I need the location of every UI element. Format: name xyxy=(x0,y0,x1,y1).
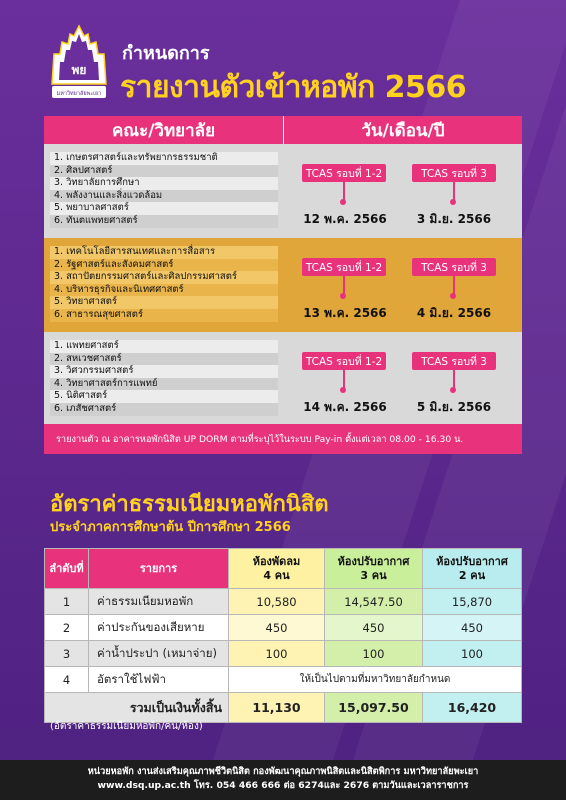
date-b: 5 มิ.ย. 2566 xyxy=(416,400,492,414)
faculty-item: 4. บริหารธุรกิจและนิเทศศาสตร์ xyxy=(50,284,278,297)
row-ac3: 450 xyxy=(325,615,423,641)
faculty-item: 3. วิทยาลัยการศึกษา xyxy=(50,177,278,190)
logo-text: มหาวิทยาลัยพะเยา xyxy=(56,91,102,97)
row-ac2: 100 xyxy=(423,641,522,667)
row-fan: 100 xyxy=(229,641,325,667)
fee-footnote: (อัตราค่าธรรมเนียมหอพัก/คน/ห้อง) xyxy=(50,721,203,732)
faculty-item: 1. เทคโนโลยีสารสนเทศและการสื่อสาร xyxy=(50,246,278,259)
row-no: 4 xyxy=(45,667,89,693)
faculty-item: 2. สหเวชศาสตร์ xyxy=(50,353,278,366)
round-label-b: TCAS รอบที่ 3 xyxy=(412,258,496,276)
round-label-a: TCAS รอบที่ 1-2 xyxy=(302,164,386,182)
schedule-header xyxy=(44,116,522,144)
row-ac2: 450 xyxy=(423,615,522,641)
faculty-item: 5. นิติศาสตร์ xyxy=(50,390,278,403)
faculty-group-1 xyxy=(44,144,522,238)
table-row xyxy=(45,615,522,641)
date-b: 3 มิ.ย. 2566 xyxy=(416,212,492,226)
pin-dot xyxy=(340,387,346,393)
row-item: ค่าประกันของเสียหาย xyxy=(89,615,229,641)
pin-line xyxy=(453,276,455,294)
round-label-a: TCAS รอบที่ 1-2 xyxy=(302,258,386,276)
row-ac3: 100 xyxy=(325,641,423,667)
fee-title: อัตราค่าธรรมเนียมหอพักนิสิต xyxy=(50,492,329,517)
pin-dot xyxy=(450,293,456,299)
date-a: 14 พ.ค. 2566 xyxy=(303,400,387,414)
faculty-group-3 xyxy=(44,332,522,424)
row-no: 3 xyxy=(45,641,89,667)
header-fan-line1: ห้องพัดลม xyxy=(252,554,301,568)
faculty-item: 1. แพทยศาสตร์ xyxy=(50,340,278,353)
faculty-item: 3. วิศวกรรมศาสตร์ xyxy=(50,365,278,378)
row-item: อัตราใช้ไฟฟ้า xyxy=(89,667,229,693)
faculty-item: 1. เกษตรศาสตร์และทรัพยากรธรรมชาติ xyxy=(50,152,278,165)
row-item: ค่าน้ำประปา (เหมาจ่าย) xyxy=(89,641,229,667)
column-faculty: คณะ/วิทยาลัย xyxy=(44,116,284,144)
header-ac2-line1: ห้องปรับอากาศ xyxy=(436,554,508,568)
header-item: รายการ xyxy=(89,549,229,589)
total-label: รวมเป็นเงินทั้งสิ้น xyxy=(45,693,229,723)
header-ac3-line2: 3 คน xyxy=(360,568,387,582)
page-title: รายงานตัวเข้าหอพัก 2566 xyxy=(120,70,467,105)
footer xyxy=(0,760,566,800)
date-a: 13 พ.ค. 2566 xyxy=(303,306,387,320)
fee-header-row xyxy=(45,549,522,589)
pin-dot xyxy=(450,199,456,205)
column-date: วัน/เดือน/ปี xyxy=(361,120,445,141)
pin-dot xyxy=(450,387,456,393)
faculty-item: 5. วิทยาศาสตร์ xyxy=(50,296,278,309)
row-ac2: 15,870 xyxy=(423,589,522,615)
pin-line xyxy=(343,182,345,200)
row-fan: 10,580 xyxy=(229,589,325,615)
faculty-item: 4. พลังงานและสิ่งแวดล้อม xyxy=(50,190,278,203)
fee-subtitle: ประจำภาคการศึกษาต้น ปีการศึกษา 2566 xyxy=(50,520,291,535)
row-ac3: 14,547.50 xyxy=(325,589,423,615)
round-label-a: TCAS รอบที่ 1-2 xyxy=(302,352,386,370)
pre-title: กำหนดการ xyxy=(122,43,210,64)
pin-dot xyxy=(340,293,346,299)
header-ac3-room xyxy=(325,549,423,589)
pin-line xyxy=(453,370,455,388)
university-crest-icon xyxy=(48,24,110,104)
footer-line-1: หน่วยหอพัก งานส่งเสริมคุณภาพชีวิตนิสิต กองพัฒนาคุณภาพนิสิตและนิสิตพิการ มหาวิทยาลัยพะเยา xyxy=(87,766,479,777)
pin-dot xyxy=(340,199,346,205)
faculty-item: 6. ทันตแพทยศาสตร์ xyxy=(50,215,278,228)
header-fan-room xyxy=(229,549,325,589)
row-no: 2 xyxy=(45,615,89,641)
report-note: รายงานตัว ณ อาคารหอพักนิสิต UP DORM ตามที่ระบุไว้ในระบบ Pay-in ตั้งแต่เวลา 08.00 - 16.30 น. xyxy=(44,424,522,454)
faculty-item: 6. เภสัชศาสตร์ xyxy=(50,403,278,416)
row-fan: 450 xyxy=(229,615,325,641)
faculty-item: 3. สถาปัตยกรรมศาสตร์และศิลปกรรมศาสตร์ xyxy=(50,271,278,284)
table-row-total xyxy=(45,693,522,723)
total-ac2: 16,420 xyxy=(423,693,522,723)
pin-line xyxy=(343,276,345,294)
faculty-item: 4. วิทยาศาสตร์การแพทย์ xyxy=(50,378,278,391)
round-label-b: TCAS รอบที่ 3 xyxy=(412,352,496,370)
faculty-group-2 xyxy=(44,238,522,332)
header-no: ลำดับที่ xyxy=(45,549,89,589)
header-ac2-room xyxy=(423,549,522,589)
faculty-item: 6. สาธารณสุขศาสตร์ xyxy=(50,309,278,322)
total-ac3: 15,097.50 xyxy=(325,693,423,723)
total-fan: 11,130 xyxy=(229,693,325,723)
table-row xyxy=(45,589,522,615)
header-fan-line2: 4 คน xyxy=(263,568,290,582)
pin-line xyxy=(453,182,455,200)
faculty-item: 2. ศิลปศาสตร์ xyxy=(50,165,278,178)
row-item: ค่าธรรมเนียมหอพัก xyxy=(89,589,229,615)
header-ac2-line2: 2 คน xyxy=(458,568,486,582)
table-row-electric xyxy=(45,667,522,693)
date-b: 4 มิ.ย. 2566 xyxy=(416,306,492,320)
header-ac3-line1: ห้องปรับอากาศ xyxy=(337,554,410,568)
row-no: 1 xyxy=(45,589,89,615)
round-label-b: TCAS รอบที่ 3 xyxy=(412,164,496,182)
schedule-table xyxy=(44,116,522,454)
faculty-item: 5. พยาบาลศาสตร์ xyxy=(50,202,278,215)
footer-line-2: www.dsq.up.ac.th โทร. 054 466 666 ต่อ 6274และ 2676 ตามวันและเวลาราชการ xyxy=(97,780,469,791)
date-a: 12 พ.ค. 2566 xyxy=(303,212,387,226)
svg-text:พย: พย xyxy=(71,63,87,77)
faculty-item: 2. รัฐศาสตร์และสังคมศาสตร์ xyxy=(50,259,278,272)
pin-line xyxy=(343,370,345,388)
electric-note: ให้เป็นไปตามที่มหาวิทยาลัยกำหนด xyxy=(229,667,522,693)
fee-table xyxy=(44,548,522,723)
table-row xyxy=(45,641,522,667)
